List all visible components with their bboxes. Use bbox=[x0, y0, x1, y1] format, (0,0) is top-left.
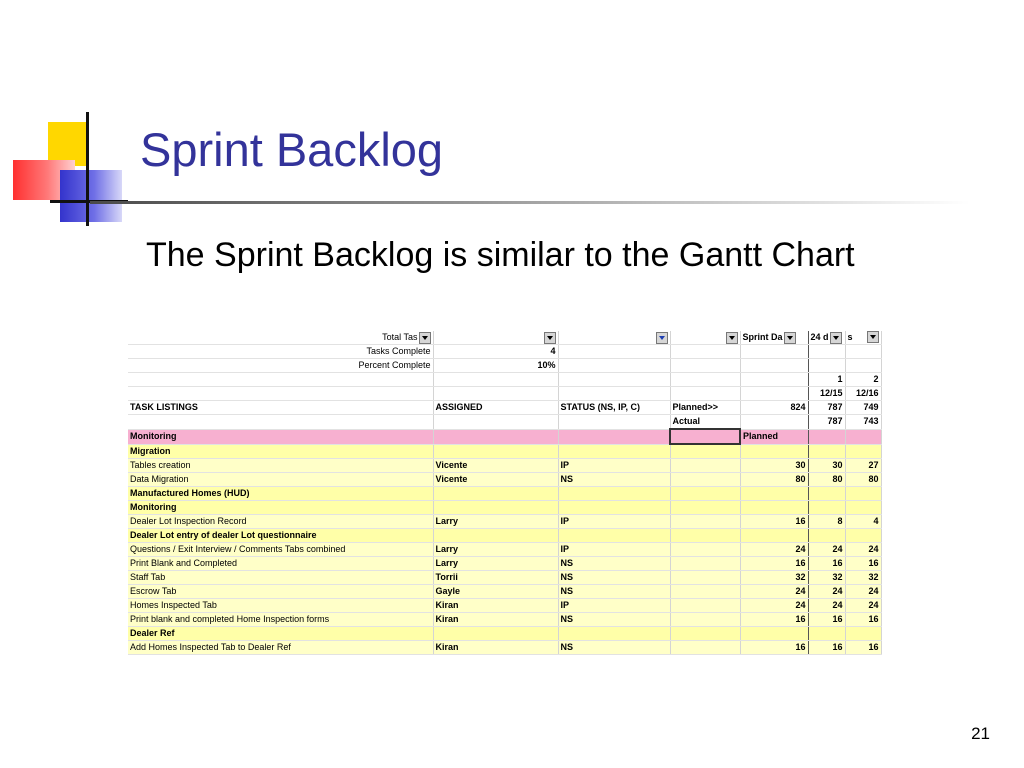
actual-day-1: 787 bbox=[808, 415, 845, 430]
assigned-header: ASSIGNED bbox=[433, 401, 558, 415]
assigned-cell: Kiran bbox=[433, 641, 558, 655]
table-row bbox=[128, 473, 881, 487]
assigned-cell: Vicente bbox=[433, 473, 558, 487]
decor-vertical-line bbox=[86, 112, 89, 226]
total-cell: 16 bbox=[740, 515, 808, 529]
day-date-1: 12/15 bbox=[808, 387, 845, 401]
percent-complete-label: Percent Complete bbox=[128, 359, 433, 373]
status-cell: NS bbox=[558, 571, 670, 585]
assigned-cell: Vicente bbox=[433, 459, 558, 473]
filter-dropdown-icon[interactable] bbox=[726, 332, 738, 344]
total-cell: 24 bbox=[740, 543, 808, 557]
status-header: STATUS (NS, IP, C) bbox=[558, 401, 670, 415]
task-cell: Dealer Lot entry of dealer Lot questionnaire bbox=[128, 529, 433, 543]
task-cell: Migration bbox=[128, 444, 433, 459]
slide-title: Sprint Backlog bbox=[140, 123, 444, 176]
sprint-days-label: Sprint Da bbox=[742, 332, 783, 342]
sprint-backlog-spreadsheet bbox=[128, 331, 881, 653]
assigned-cell: Larry bbox=[433, 543, 558, 557]
total-cell: 16 bbox=[740, 641, 808, 655]
total-cell: 24 bbox=[740, 585, 808, 599]
days-cell-2 bbox=[845, 331, 881, 345]
day1-cell: 16 bbox=[808, 641, 845, 655]
planned-day-1: 787 bbox=[808, 401, 845, 415]
task-cell: Data Migration bbox=[128, 473, 433, 487]
day2-cell: 27 bbox=[845, 459, 881, 473]
day1-cell: 8 bbox=[808, 515, 845, 529]
task-cell: Tables creation bbox=[128, 459, 433, 473]
total-cell: 80 bbox=[740, 473, 808, 487]
filter-dropdown-icon[interactable] bbox=[419, 332, 431, 344]
task-listings-header: TASK LISTINGS bbox=[128, 401, 433, 415]
assigned-cell: Larry bbox=[433, 515, 558, 529]
backlog-table bbox=[128, 331, 882, 655]
status-cell: IP bbox=[558, 459, 670, 473]
sprint-days-cell bbox=[740, 331, 808, 345]
table-row bbox=[128, 515, 881, 529]
assigned-cell: Larry bbox=[433, 557, 558, 571]
status-cell: NS bbox=[558, 473, 670, 487]
planned-label: Planned>> bbox=[670, 401, 740, 415]
days-label-b: s bbox=[847, 332, 853, 342]
table-row bbox=[128, 487, 881, 501]
day2-cell: 4 bbox=[845, 515, 881, 529]
table-row bbox=[128, 529, 881, 543]
task-cell: Homes Inspected Tab bbox=[128, 599, 433, 613]
day2-cell: 16 bbox=[845, 641, 881, 655]
page-number: 21 bbox=[971, 724, 990, 743]
day2-cell: 16 bbox=[845, 557, 881, 571]
selected-cell[interactable] bbox=[670, 429, 740, 444]
day1-cell: 30 bbox=[808, 459, 845, 473]
task-cell: Questions / Exit Interview / Comments Tabs combined bbox=[128, 543, 433, 557]
table-row bbox=[128, 444, 881, 459]
task-cell: Dealer Ref bbox=[128, 627, 433, 641]
days-cell bbox=[808, 331, 845, 345]
total-cell: 32 bbox=[740, 571, 808, 585]
table-row bbox=[128, 543, 881, 557]
table-row bbox=[128, 501, 881, 515]
days-label-a: 24 d bbox=[810, 332, 829, 342]
status-filter-cell bbox=[558, 331, 670, 345]
task-cell: Print Blank and Completed bbox=[128, 557, 433, 571]
day1-cell: 16 bbox=[808, 557, 845, 571]
status-cell: NS bbox=[558, 585, 670, 599]
status-cell: NS bbox=[558, 641, 670, 655]
assigned-cell: Kiran bbox=[433, 613, 558, 627]
day2-cell: 16 bbox=[845, 613, 881, 627]
monitoring-row-label: Monitoring bbox=[128, 429, 433, 444]
slide-subtitle: The Sprint Backlog is similar to the Gantt Chart bbox=[146, 236, 855, 274]
task-cell: Escrow Tab bbox=[128, 585, 433, 599]
table-row bbox=[128, 585, 881, 599]
task-cell: Staff Tab bbox=[128, 571, 433, 585]
planned-total: 824 bbox=[740, 401, 808, 415]
total-cell: 30 bbox=[740, 459, 808, 473]
table-row bbox=[128, 627, 881, 641]
day2-cell: 24 bbox=[845, 585, 881, 599]
title-underline bbox=[90, 201, 970, 204]
day-date-2: 12/16 bbox=[845, 387, 881, 401]
total-tasks-cell bbox=[128, 331, 433, 345]
day1-cell: 32 bbox=[808, 571, 845, 585]
table-row bbox=[128, 557, 881, 571]
day2-cell: 32 bbox=[845, 571, 881, 585]
tasks-complete-value: 4 bbox=[433, 345, 558, 359]
assigned-cell: Gayle bbox=[433, 585, 558, 599]
percent-complete-value: 10% bbox=[433, 359, 558, 373]
total-cell: 16 bbox=[740, 613, 808, 627]
filter-dropdown-icon[interactable] bbox=[784, 332, 796, 344]
status-cell: NS bbox=[558, 557, 670, 571]
status-cell: IP bbox=[558, 599, 670, 613]
task-cell: Manufactured Homes (HUD) bbox=[128, 487, 433, 501]
day1-cell: 24 bbox=[808, 585, 845, 599]
task-cell: Dealer Lot Inspection Record bbox=[128, 515, 433, 529]
day1-cell: 24 bbox=[808, 599, 845, 613]
day-number-2: 2 bbox=[845, 373, 881, 387]
task-cell: Print blank and completed Home Inspection forms bbox=[128, 613, 433, 627]
total-cell: 24 bbox=[740, 599, 808, 613]
decor-blue-square bbox=[60, 170, 122, 222]
status-cell: NS bbox=[558, 613, 670, 627]
status-cell: IP bbox=[558, 543, 670, 557]
task-cell: Monitoring bbox=[128, 501, 433, 515]
assigned-filter-cell bbox=[433, 331, 558, 345]
filter-dropdown-icon[interactable] bbox=[544, 332, 556, 344]
planned-filter-cell bbox=[670, 331, 740, 345]
day2-cell: 24 bbox=[845, 599, 881, 613]
day1-cell: 80 bbox=[808, 473, 845, 487]
total-tasks-label: Total Tas bbox=[382, 332, 418, 342]
actual-label: Actual bbox=[670, 415, 740, 430]
table-row bbox=[128, 459, 881, 473]
planned-day-2: 749 bbox=[845, 401, 881, 415]
tasks-complete-label: Tasks Complete bbox=[128, 345, 433, 359]
day2-cell: 80 bbox=[845, 473, 881, 487]
monitoring-planned-label: Planned bbox=[740, 429, 808, 444]
task-cell: Add Homes Inspected Tab to Dealer Ref bbox=[128, 641, 433, 655]
day2-cell: 24 bbox=[845, 543, 881, 557]
actual-day-2: 743 bbox=[845, 415, 881, 430]
table-row bbox=[128, 571, 881, 585]
total-cell: 16 bbox=[740, 557, 808, 571]
filter-dropdown-icon[interactable] bbox=[867, 331, 879, 343]
day1-cell: 24 bbox=[808, 543, 845, 557]
assigned-cell: Torrii bbox=[433, 571, 558, 585]
filter-dropdown-icon[interactable] bbox=[656, 332, 668, 344]
table-row bbox=[128, 599, 881, 613]
day1-cell: 16 bbox=[808, 613, 845, 627]
table-row bbox=[128, 641, 881, 655]
table-row bbox=[128, 613, 881, 627]
day-number-1: 1 bbox=[808, 373, 845, 387]
filter-dropdown-icon[interactable] bbox=[830, 332, 842, 344]
status-cell: IP bbox=[558, 515, 670, 529]
assigned-cell: Kiran bbox=[433, 599, 558, 613]
